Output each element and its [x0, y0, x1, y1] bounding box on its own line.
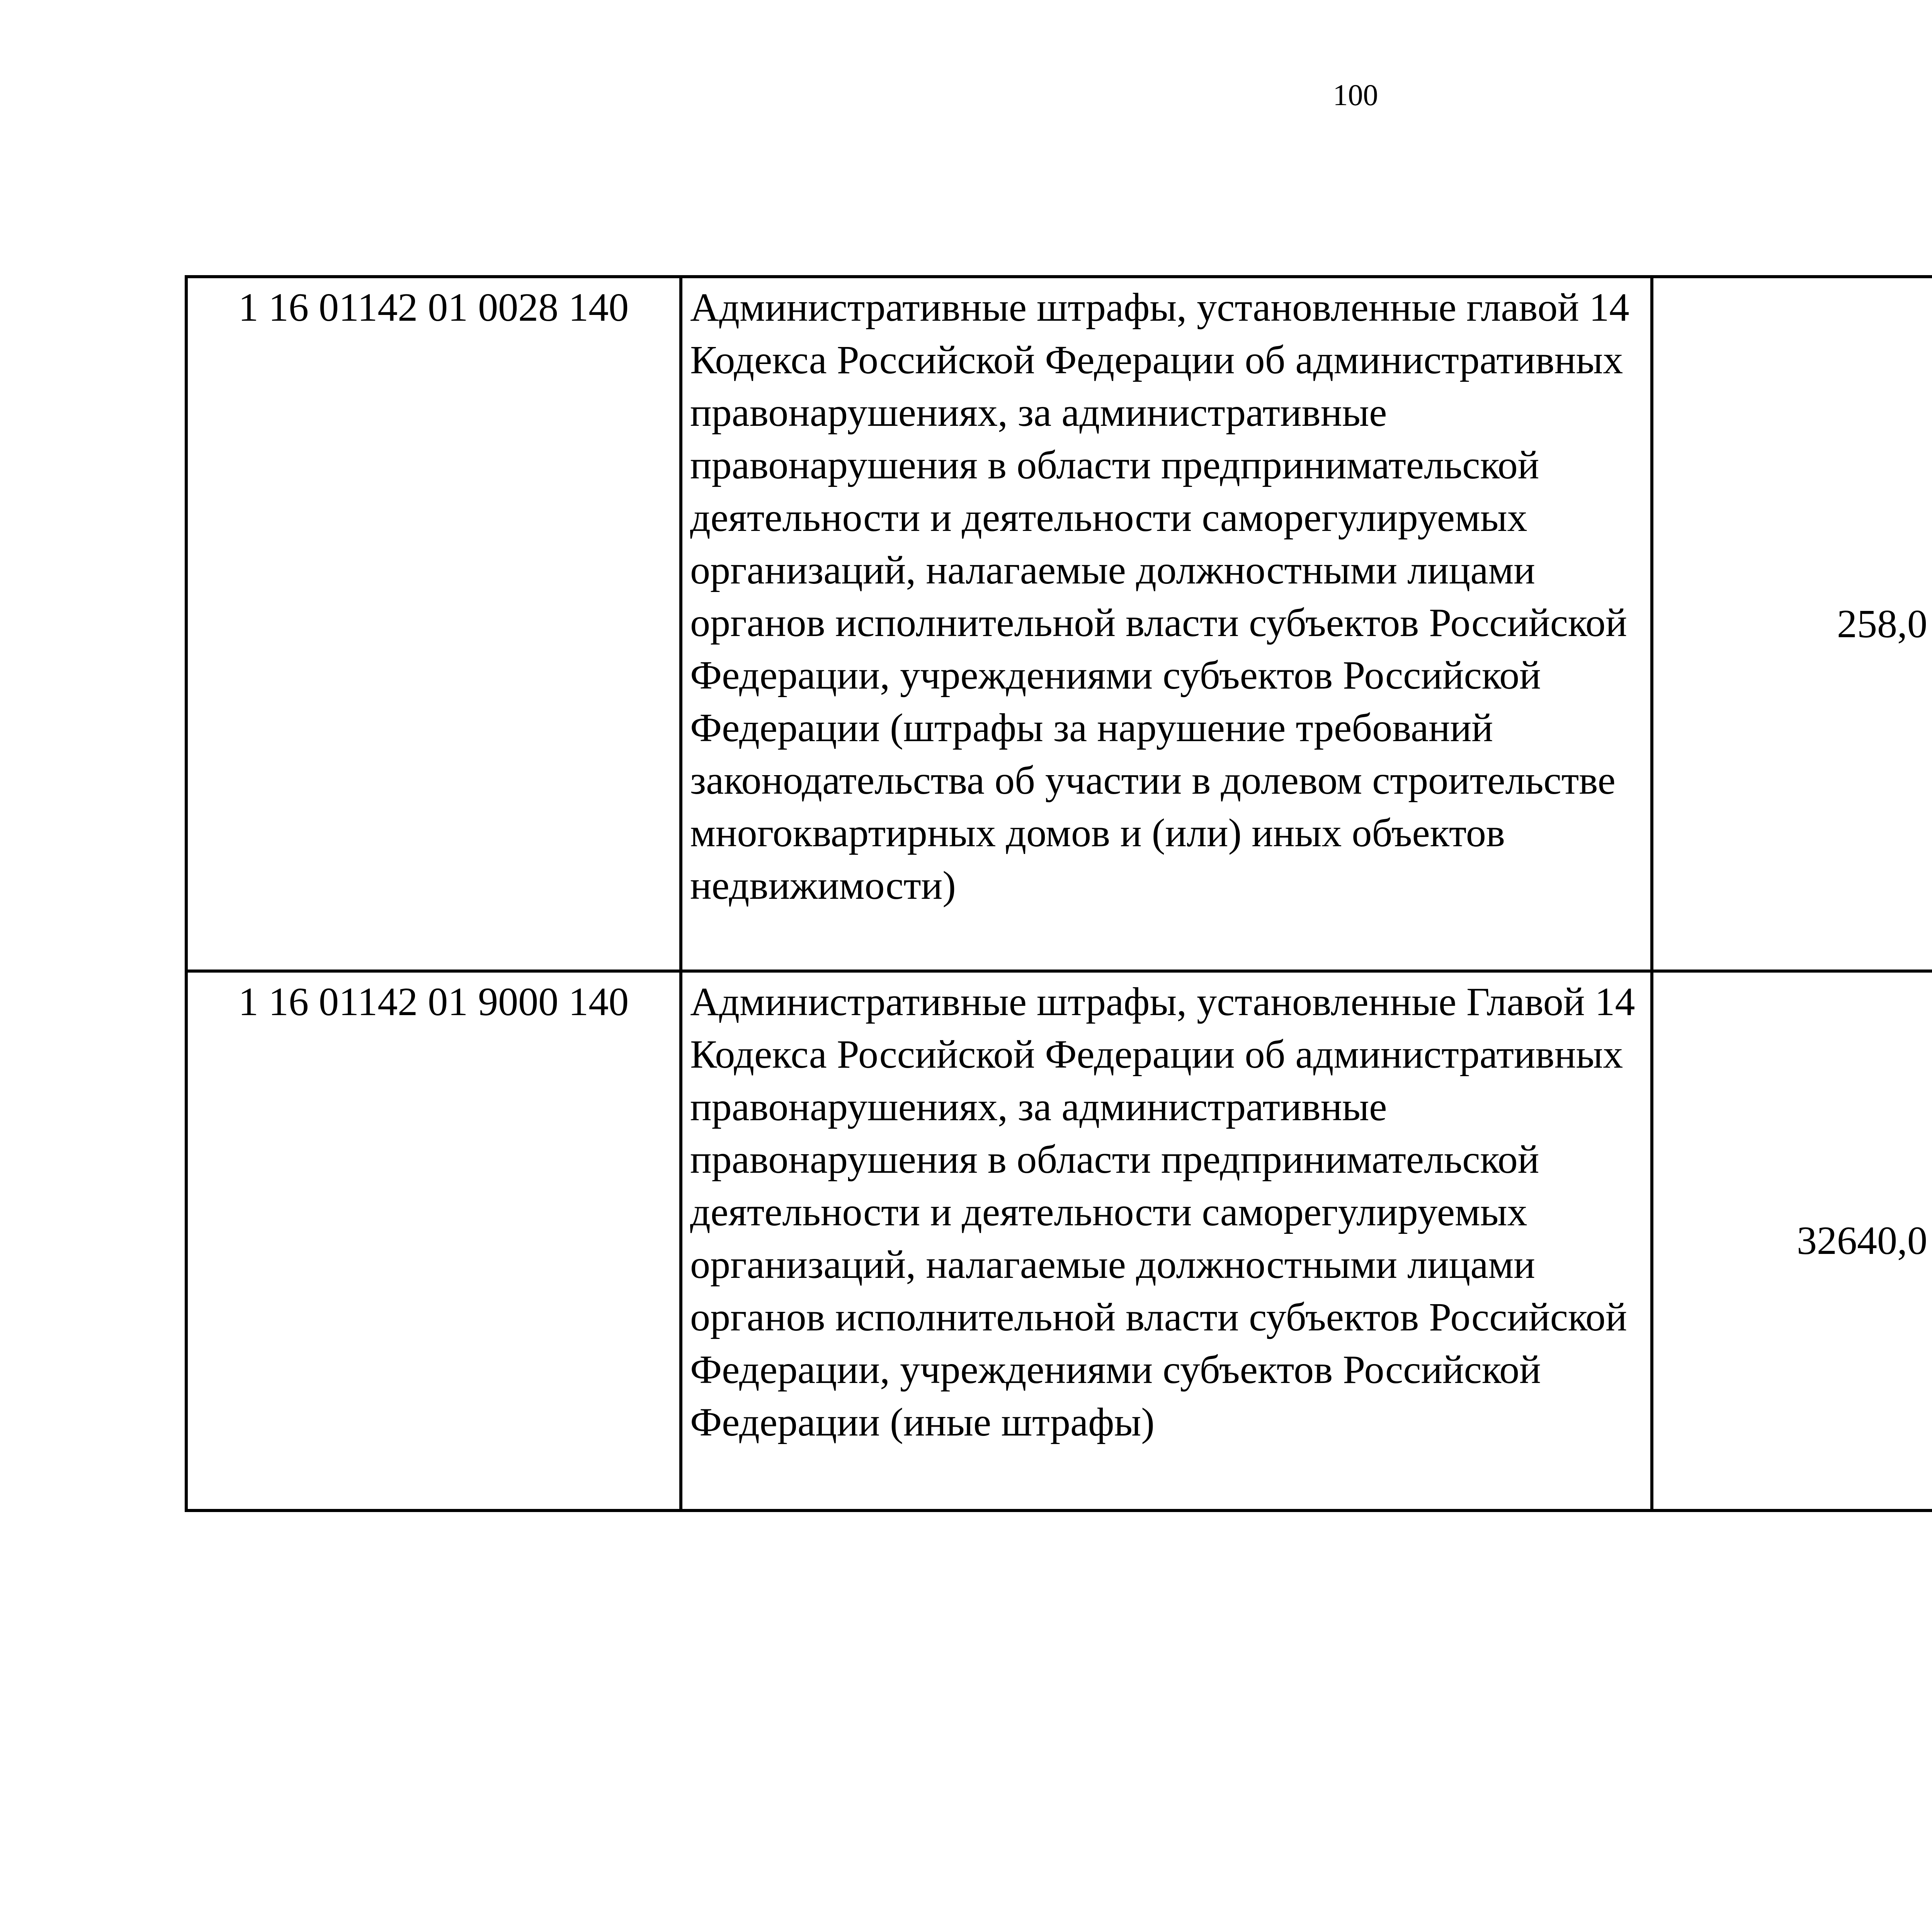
table-row: [186, 277, 1932, 971]
value-cell-1: 32640,0: [1652, 971, 1932, 1510]
table-row: [186, 971, 1932, 1510]
budget-code-cell: 1 16 01142 01 9000 140: [186, 971, 681, 1510]
value-cell-1: 258,0: [1652, 277, 1932, 971]
description-cell: Административные штрафы, установленные главой 14 Кодекса Российской Федерации об административных правонарушениях, за административные правонарушения в области предпринимательской деятельности и деятельности саморегулируемых организаций, налагаемые должностными лицами органов исполнительной власти субъектов Российской Федерации, учреждениями субъектов Российской Федерации (штрафы за нарушение требований законодательства об участии в долевом строительстве многоквартирных домов и (или) иных объектов недвижимости): [681, 277, 1652, 971]
budget-table: [185, 275, 1932, 1512]
budget-code-cell: 1 16 01142 01 0028 140: [186, 277, 681, 971]
page-number: 100: [1333, 78, 1378, 112]
description-cell: Административные штрафы, установленные Главой 14 Кодекса Российской Федерации об административных правонарушениях, за административные правонарушения в области предпринимательской деятельности и деятельности саморегулируемых организаций, налагаемые должностными лицами органов исполнительной власти субъектов Российской Федерации, учреждениями субъектов Российской Федерации (иные штрафы): [681, 971, 1652, 1510]
